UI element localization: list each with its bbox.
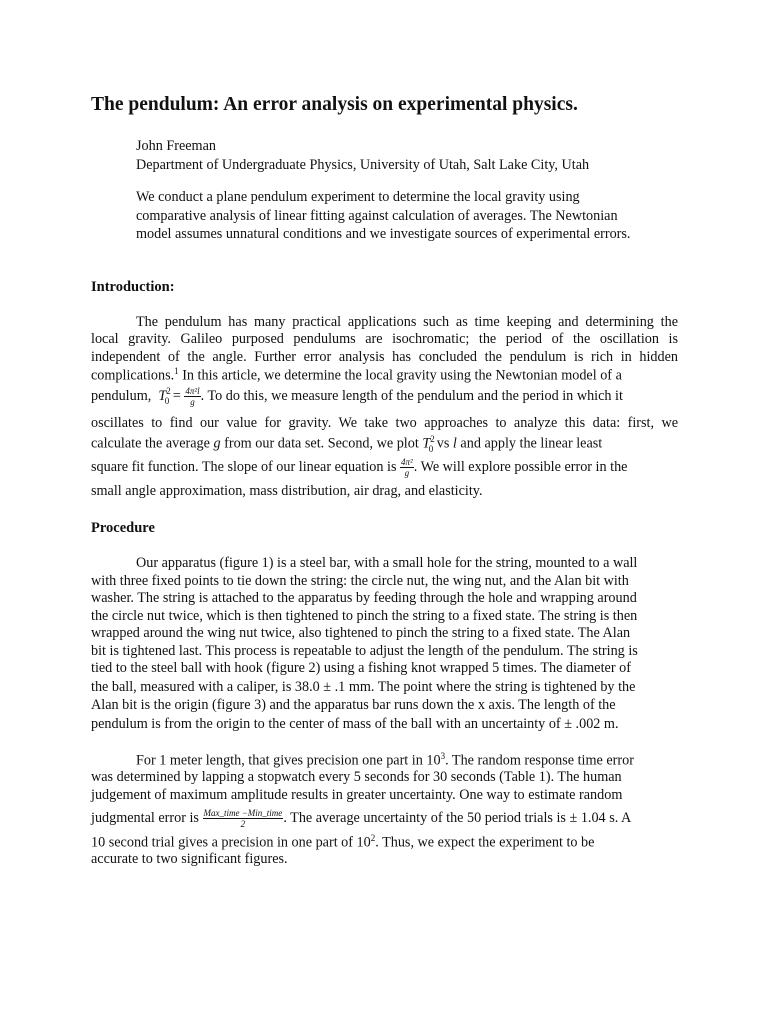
period-formula bbox=[184, 386, 200, 407]
precision-text: judgmental error is bbox=[91, 809, 199, 826]
formula-numerator: Max_time −Min_time bbox=[203, 808, 283, 818]
plus-minus-symbol: ± bbox=[323, 679, 332, 695]
paper-page: The pendulum: An error analysis on experimental physics. John Freeman Department of Undergraduate Physics, University of Utah, Salt Lake City, Utah We conduct a plane pendulum experiment to determine the local gravity using comparative analysis of linear fitting against calculation of averages. The Newtonian model assumes unnatural conditions and we investigate sources of experimental errors. Introduction: The pendulum has many practical applications such as time keeping and determining the local gravity. Galileo purposed pendulums are isochromatic; the period of the oscillation is independent of the angle. Further error analysis has concluded the pendulum is rich in hidden complications.$^1$ In this article, we determine the local gravity using the Newtonian model of a pendulum, $T^2_0$ = $\frac{\text{4π²l}}{g}$ . To do this, we measure length of the pendulum and the period in which it oscillates to find our value for gravity. We take two approaches to analyze this data: first, we calculate the average g from our data set. Second, we plot $T^2_0$ vs l and apply the linear least square fit function. The slope of our linear equation is $\frac{\text{4π²}}{g}$ . We will explore possible error in the small angle approximation, mass distribution, air drag, and elasticity. Procedure Our apparatus (figure 1) is a steel bar, with a small hole for the string, mounted to a wall with three fixed points to tie down the string: the circle nut, the wing nut, and the Alan bit with washer. The string is attached to the apparatus by feeding through the hole and wrapping around the circle nut twice, which is then tightened to pinch the string to a fixed state. The string is then wrapped around the wing nut twice, also tightened to pinch the string to a fixed state. The Alan bit is tightened last. This process is repeatable to adjust the length of the pendulum. The string is tied to the steel ball with hook (figure 2) using a fishing knot wrapped 5 times. The diameter of the ball, measured with a caliper, is 38.0 ± .1 mm. The point where the string is tightened by the Alan bit is the origin (figure 3) and the apparatus bar runs down the x axis. The length of the pendulum is from the origin to the center of mass of the ball with an uncertainty of ± .002 m. For 1 meter length, that gives precision one part in $10^3$. The random response time error was determined by lapping a stopwatch every 5 seconds for 30 seconds (Table 1). The human judgement of maximum amplitude results in greater uncertainty. One way to estimate random judgmental error is $\frac{\text{Max\_time −Min\_time}}{2}$ . The average uncertainty of the 50 period trials is ± 1.04 s. A 10 second trial gives a precision in one part of $10^2$. Thus, we expect the experiment to be accurate to two significant figures. bbox=[0, 0, 768, 1024]
precision-text: 10 second trial gives a precision in one part of 10 bbox=[91, 834, 371, 851]
precision-text: For 1 meter length, that gives precision one part in 10 bbox=[136, 752, 441, 769]
math-sup: 2 bbox=[430, 434, 435, 444]
math-sub: 0 bbox=[164, 395, 170, 406]
abstract-line: comparative analysis of linear fitting against calculation of averages. The Newtonian bbox=[136, 207, 618, 224]
abstract-line: We conduct a plane pendulum experiment to determine the local gravity using bbox=[136, 189, 580, 205]
math-sup: 2 bbox=[166, 386, 171, 397]
precision-text: . The average uncertainty of the 50 period trials is bbox=[283, 809, 566, 826]
math-l: l bbox=[452, 435, 457, 452]
plus-minus-symbol: ± bbox=[564, 716, 572, 732]
introduction-heading: Introduction: bbox=[91, 279, 175, 295]
procedure-text: pendulum is from the origin to the center of mass of the ball with an uncertainty of bbox=[91, 716, 561, 732]
slope-formula bbox=[400, 457, 414, 478]
math-sub: 0 bbox=[428, 443, 434, 454]
error-formula bbox=[203, 808, 284, 829]
intro-text: calculate the average bbox=[91, 435, 210, 452]
procedure-text: .002 m. bbox=[572, 716, 619, 732]
precision-text: . Thus, we expect the experiment to be bbox=[375, 834, 595, 851]
footnote-marker: 1 bbox=[174, 366, 179, 376]
intro-text: . We will explore possible error in the bbox=[413, 458, 628, 475]
exponent: 2 bbox=[370, 833, 376, 843]
formula-denominator: g bbox=[404, 468, 410, 478]
author-affiliation: Department of Undergraduate Physics, University of Utah, Salt Lake City, Utah bbox=[136, 156, 590, 173]
formula-denominator: 2 bbox=[240, 819, 246, 829]
author-block bbox=[136, 137, 696, 174]
formula-denominator: g bbox=[190, 397, 195, 407]
intro-text: In this article, we determine the local gravity using the Newtonian model of a bbox=[178, 367, 622, 384]
precision-text: . The random response time error bbox=[445, 752, 634, 769]
intro-text: vs bbox=[436, 435, 450, 452]
precision-text: 1.04 s. A bbox=[577, 809, 632, 826]
math-eq: = bbox=[172, 387, 181, 404]
formula-numerator: 4π²l bbox=[185, 386, 200, 396]
intro-text: square fit function. The slope of our linear equation is bbox=[91, 458, 397, 475]
abstract-line: model assumes unnatural conditions and we investigate sources of experimental errors. bbox=[136, 226, 631, 243]
procedure-heading: Procedure bbox=[91, 520, 155, 536]
math-g: g bbox=[213, 435, 221, 452]
procedure-text: .1 mm. The point where the string is tightened by the bbox=[331, 679, 636, 695]
plus-minus-symbol: ± bbox=[569, 809, 578, 826]
intro-text: . To do this, we measure length of the pendulum and the period in which it bbox=[200, 387, 623, 404]
procedure-text: the ball, measured with a caliper, is 38.0 bbox=[91, 679, 320, 695]
formula-numerator: 4π² bbox=[401, 457, 413, 467]
math-T: T bbox=[422, 435, 431, 452]
intro-text: complications. bbox=[91, 367, 175, 384]
paper-title: The pendulum: An error analysis on experimental physics. bbox=[91, 94, 578, 115]
math-T: T bbox=[158, 387, 167, 404]
exponent: 3 bbox=[440, 751, 446, 761]
intro-text: and apply the linear least bbox=[460, 435, 603, 452]
abstract bbox=[136, 188, 696, 244]
intro-text: pendulum, bbox=[91, 387, 152, 404]
intro-text: from our data set. Second, we plot bbox=[224, 435, 419, 452]
author-name: John Freeman bbox=[136, 138, 216, 154]
